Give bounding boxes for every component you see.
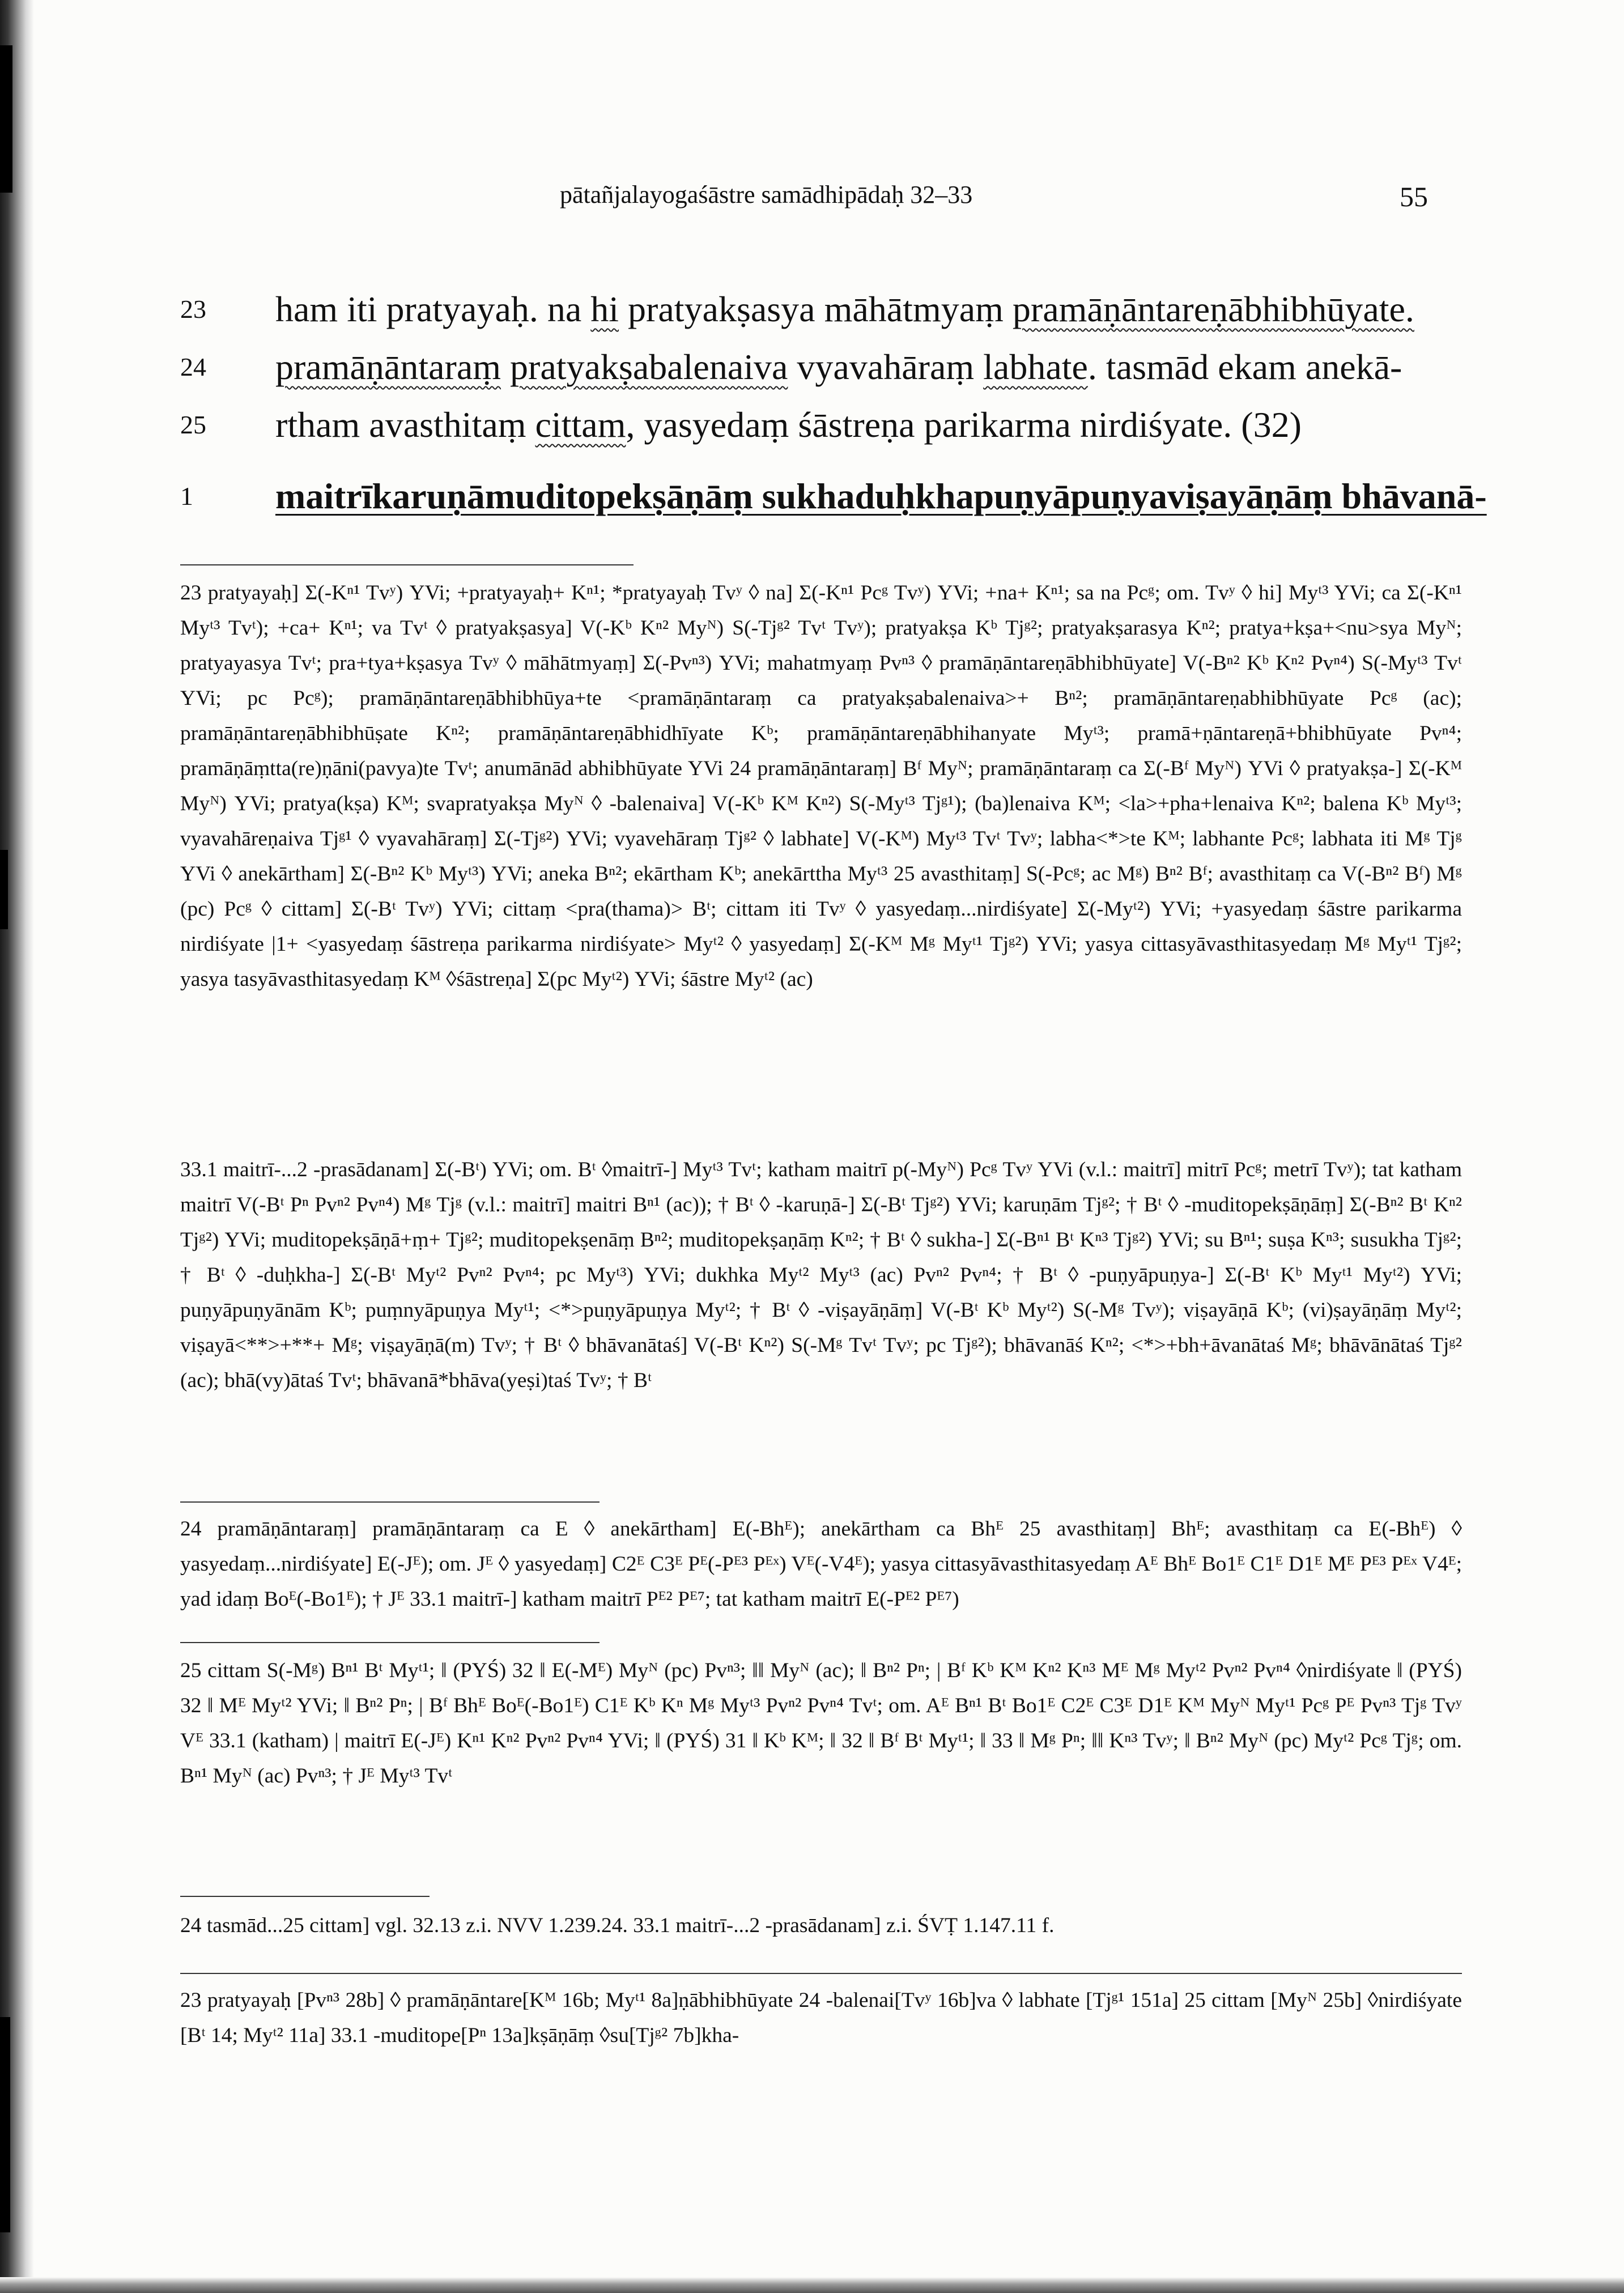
underlined-word: labhate: [983, 347, 1088, 387]
page-number: 55: [1400, 181, 1428, 212]
apparatus-text: 23 pratyayaḥ [Pvⁿ³ 28b] ◊ pramāṇāntare[Kᴹ 16b; Myᵗ¹ 8a]ṇābhibhūyate 24 -balenai[Tvʸ 16b]va ◊ labhate [Tjᵍ¹ 151a] 25 cittam [Myᴺ 25b] ◊nirdiśyate [Bᵗ 14; Myᵗ² 11a] 33.1 -muditope[Pⁿ 13a]kṣāṇāṃ ◊su[Tjᵍ² 7b]kha-: [180, 1989, 1462, 2047]
page-binding-shadow: [0, 0, 34, 2293]
main-line: [180, 467, 1487, 525]
text-segment: pratyakṣasya māhātmyaṃ: [619, 289, 1013, 329]
apparatus-text: 24 tasmād...25 cittam] vgl. 32.13 z.i. NVV 1.239.24. 33.1 maitrī-...2 -prasādanam] z.i. ŚVṬ 1.147.11 f.: [180, 1914, 1055, 1937]
line-text: [275, 280, 1414, 338]
text-segment: rtham avasthitaṃ: [275, 405, 535, 445]
main-line: [180, 338, 1456, 396]
binding-mark: [0, 45, 12, 193]
line-number: 1: [180, 482, 193, 510]
apparatus-text: 23 pratyayaḥ] Σ(-Kⁿ¹ Tvʸ) YVi; +pratyayaḥ+ Kⁿ¹; *pratyayaḥ Tvʸ ◊ na] Σ(-Kⁿ¹ Pcᵍ Tvʸ) YVi; +na+ Kⁿ¹; sa na Pcᵍ; om. Tvʸ ◊ hi] Myᵗ³ YVi; ca Σ(-Kⁿ¹ Myᵗ³ Tvᵗ); +ca+ Kⁿ¹; va Tvᵗ ◊ pratyakṣasya] V(-Kᵇ Kⁿ² Myᴺ) S(-Tjᵍ² Tvᵗ Tvʸ); pratyakṣa Kᵇ Tjᵍ²; pratyakṣarasya Kⁿ²; pratya+kṣa+<nu>sya Myᴺ; pratyayasya Tvᵗ; pra+tya+kṣasya Tvʸ ◊ māhātmyaṃ] Σ(-Pvⁿ³) YVi; mahatmyaṃ Pvⁿ³ ◊ pramāṇāntareṇābhibhūyate] V(-Bⁿ² Kᵇ Kⁿ² Pvⁿ⁴) S(-Myᵗ³ Tvᵗ YVi; pc Pcᵍ); pramāṇāntareṇābhibhūya+te <pramāṇāntaraṃ ca pratyakṣabalenaiva>+ Bⁿ²; pramāṇāntareṇabhibhūyate Pcᵍ (ac); pramāṇāntareṇābhibhūṣate Kⁿ²; pramāṇāntareṇābhidhīyate Kᵇ; pramāṇāntareṇābhihanyate Myᵗ³; pramā+ṇāntareṇā+bhibhūyate Pvⁿ⁴; pramāṇāṃtta(re)ṇāni(pavya)te Tvᵗ; anumānād abhibhūyate YVi 24 pramāṇāntaraṃ] Bᶠ Myᴺ; pramāṇāntaraṃ ca Σ(-Bᶠ Myᴺ) YVi ◊ pratyakṣa-] Σ(-Kᴹ Myᴺ) YVi; pratya(kṣa) Kᴹ; svapratyakṣa Myᴺ ◊ -balenaiva] V(-Kᵇ Kᴹ Kⁿ²) S(-Myᵗ³ Tjᵍ¹); (ba)lenaiva Kᴹ; <la>+pha+lenaiva Kⁿ²; balena Kᵇ Myᵗ³; vyavahāreṇaiva Tjᵍ¹ ◊ vyavahāraṃ] Σ(-Tjᵍ²) YVi; vyavehāraṃ Tjᵍ² ◊ labhate] V(-Kᴹ) Myᵗ³ Tvᵗ Tvʸ; labha<*>te Kᴹ; labhante Pcᵍ; labhata iti Mᵍ Tjᵍ YVi ◊ anekārtham] Σ(-Bⁿ² Kᵇ Myᵗ³) YVi; aneka Bⁿ²; ekārtham Kᵇ; anekārttha Myᵗ³ 25 avasthitaṃ] S(-Pcᵍ; ac Mᵍ) Bⁿ² Bᶠ; avasthitaṃ ca V(-Bⁿ² Bᶠ) Mᵍ (pc) Pcᵍ ◊ cittam] Σ(-Bᵗ Tvʸ) YVi; cittaṃ <pra(thama)> Bᵗ; cittam iti Tvʸ ◊ yasyedaṃ...nirdiśyate] Σ(-Myᵗ²) YVi; +yasyedaṃ śāstre parikarma nirdiśyate |1+ <yasyedaṃ śāstreṇa parikarma nirdiśyate> Myᵗ² ◊ yasyedaṃ] Σ(-Kᴹ Mᵍ Myᵗ¹ Tjᵍ²) YVi; yasya cittasyāvasthitasyedaṃ Mᵍ Myᵗ¹ Tjᵍ²; yasya tasyāvasthitasyedaṃ Kᴹ ◊śāstreṇa] Σ(pc Myᵗ²) YVi; śāstre Myᵗ² (ac): [180, 581, 1462, 991]
line-number: 25: [180, 410, 206, 439]
binding-mark: [0, 850, 8, 929]
line-text: [275, 396, 1302, 454]
apparatus-rule: [180, 1973, 1462, 1974]
underlined-word: pratyakṣabalenaiva: [510, 347, 788, 387]
text-segment: [501, 347, 510, 387]
underlined-word: pramāṇāntaraṃ: [275, 347, 501, 387]
apparatus-rule: [180, 1501, 600, 1503]
line-number: 24: [180, 352, 206, 381]
underlined-word: pramāṇāntareṇābhibhūyate.: [1012, 289, 1414, 329]
apparatus-block-3: [180, 1512, 1462, 1617]
apparatus-block-5: [180, 1908, 1462, 1943]
line-number: 23: [180, 295, 206, 324]
apparatus-block-6: [180, 1983, 1462, 2053]
binding-mark: [0, 2017, 10, 2232]
text-segment: . tasmād ekam anekā-: [1087, 347, 1402, 387]
apparatus-text: 33.1 maitrī-...2 -prasādanam] Σ(-Bᵗ) YVi; om. Bᵗ ◊maitrī-] Myᵗ³ Tvᵗ; katham maitrī p(-Myᴺ) Pcᵍ Tvʸ YVi (v.l.: maitrī] mitrī Pcᵍ; metrī Tvʸ); tat katham maitrī V(-Bᵗ Pⁿ Pvⁿ² Pvⁿ⁴) Mᵍ Tjᵍ (v.l.: maitrī] maitri Bⁿ¹ (ac)); † Bᵗ ◊ -karuṇā-] Σ(-Bᵗ Tjᵍ²) YVi; karuṇām Tjᵍ²; † Bᵗ ◊ -muditopekṣāṇāṃ] Σ(-Bⁿ² Bᵗ Kⁿ² Tjᵍ²) YVi; muditopekṣāṇā+ṃ+ Tjᵍ²; muditopekṣenāṃ Bⁿ²; muditopekṣaṇāṃ Kⁿ²; † Bᵗ ◊ sukha-] Σ(-Bⁿ¹ Bᵗ Kⁿ³ Tjᵍ²) YVi; su Bⁿ¹; suṣa Kⁿ³; susukha Tjᵍ²; † Bᵗ ◊ -duḥkha-] Σ(-Bᵗ Myᵗ² Pvⁿ² Pvⁿ⁴; pc Myᵗ³) YVi; dukhka Myᵗ² Myᵗ³ (ac) Pvⁿ² Pvⁿ⁴; † Bᵗ ◊ -puṇyāpuṇya-] Σ(-Bᵗ Kᵇ Myᵗ¹ Myᵗ²) YVi; puṇyāpuṇyānām Kᵇ; puṃnyāpuṇya Myᵗ¹; <*>puṇyāpuṇya Myᵗ²; † Bᵗ ◊ -viṣayāṇāṃ] V(-Bᵗ Kᵇ Myᵗ²) S(-Mᵍ Tvʸ); viṣayāṇā Kᵇ; (vi)ṣayāṇāṃ Myᵗ²; viṣayā<**>+**+ Mᵍ; viṣayāṇā(m) Tvʸ; † Bᵗ ◊ bhāvanātaś] V(-Bᵗ Kⁿ²) S(-Mᵍ Tvᵗ Tvʸ; pc Tjᵍ²); bhāvanāś Kⁿ²; <*>+bh+āvanātaś Mᵍ; bhāvānātaś Tjᵍ² (ac); bhā(vy)ātaś Tvᵗ; bhāvanā*bhāva(yeṣi)taś Tvʸ; † Bᵗ: [180, 1158, 1462, 1392]
apparatus-block-2: [180, 1152, 1462, 1398]
text-segment: vyavahāraṃ: [788, 347, 984, 387]
apparatus-block-4: [180, 1653, 1462, 1794]
apparatus-rule: [180, 1642, 600, 1643]
underlined-word: hi: [590, 289, 619, 329]
text-segment: , yasyedaṃ śāstreṇa parikarma nirdiśyate. (32): [626, 405, 1302, 445]
apparatus-rule: [180, 1896, 430, 1897]
running-title: pātañjalayogaśāstre samādhipādaḥ 32–33: [560, 181, 973, 209]
apparatus-block-1: [180, 576, 1462, 997]
apparatus-rule: [180, 564, 634, 565]
main-line: [180, 280, 1456, 338]
main-line: [180, 396, 1456, 454]
line-text: maitrīkaruṇāmuditopekṣāṇāṃ sukhaduḥkhapuṇyāpuṇyaviṣayāṇāṃ bhāvanā-: [275, 476, 1487, 516]
line-text: [275, 338, 1402, 396]
main-text: [180, 280, 1487, 525]
text-segment: ham iti pratyayaḥ. na: [275, 289, 591, 329]
apparatus-text: 25 cittam S(-Mᵍ) Bⁿ¹ Bᵗ Myᵗ¹; ‖ (PYŚ) 32 ‖ E(-Mᴱ) Myᴺ (pc) Pvⁿ³; ‖‖ Myᴺ (ac); ‖ Bⁿ² Pⁿ; | Bᶠ Kᵇ Kᴹ Kⁿ² Kⁿ³ Mᴱ Mᵍ Myᵗ² Pvⁿ² Pvⁿ⁴ ◊nirdiśyate ‖ (PYŚ) 32 ‖ Mᴱ Myᵗ² YVi; ‖ Bⁿ² Pⁿ; | Bᶠ Bhᴱ Boᴱ(-Bo1ᴱ) C1ᴱ Kᵇ Kⁿ Mᵍ Myᵗ³ Pvⁿ² Pvⁿ⁴ Tvᵗ; om. Aᴱ Bⁿ¹ Bᵗ Bo1ᴱ C2ᴱ C3ᴱ D1ᴱ Kᴹ Myᴺ Myᵗ¹ Pcᵍ Pᴱ Pvⁿ³ Tjᵍ Tvʸ Vᴱ 33.1 (katham) | maitrī E(-Jᴱ) Kⁿ¹ Kⁿ² Pvⁿ² Pvⁿ⁴ YVi; ‖ (PYŚ) 31 ‖ Kᵇ Kᴹ; ‖ 32 ‖ Bᶠ Bᵗ Myᵗ¹; ‖ 33 ‖ Mᵍ Pⁿ; ‖‖ Kⁿ³ Tvʸ; ‖ Bⁿ² Myᴺ (pc) Myᵗ² Pcᵍ Tjᵍ; om. Bⁿ¹ Myᴺ (ac) Pvⁿ³; † Jᴱ Myᵗ³ Tvᵗ: [180, 1659, 1462, 1788]
scan-bottom-edge: [0, 2277, 1624, 2293]
underlined-word: cittam: [535, 405, 626, 445]
apparatus-text: 24 pramāṇāntaraṃ] pramāṇāntaraṃ ca E ◊ anekārtham] E(-Bhᴱ); anekārtham ca Bhᴱ 25 avasthitaṃ] Bhᴱ; avasthitaṃ ca E(-Bhᴱ) ◊ yasyedaṃ...nirdiśyate] E(-Jᴱ); om. Jᴱ ◊ yasyedaṃ] C2ᴱ C3ᴱ Pᴱ(-Pᴱ³ Pᴱˣ) Vᴱ(-V4ᴱ); yasya cittasyāvasthitasyedaṃ Aᴱ Bhᴱ Bo1ᴱ C1ᴱ D1ᴱ Mᴱ Pᴱ³ Pᴱˣ V4ᴱ; yad idaṃ Boᴱ(-Bo1ᴱ); † Jᴱ 33.1 maitrī-] katham maitrī Pᴱ² Pᴱ⁷; tat katham maitrī E(-Pᴱ² Pᴱ⁷): [180, 1517, 1462, 1611]
